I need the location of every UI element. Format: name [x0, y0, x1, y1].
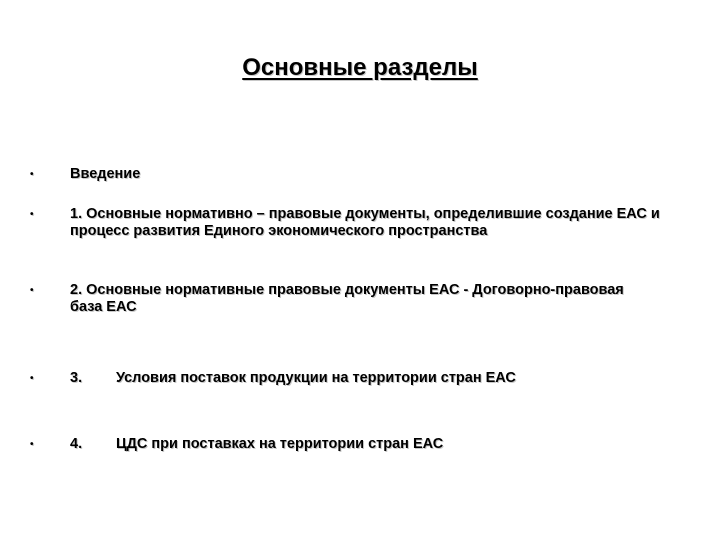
slide-title: Основные разделы: [242, 54, 478, 81]
bullet-icon: •: [30, 209, 34, 220]
list-item-text: 2. Основные нормативные правовые документы ЕАС - Договорно-правовая база ЕАС: [70, 282, 624, 315]
bullet-icon: •: [30, 439, 34, 450]
list-item-number: 4.: [70, 436, 83, 452]
list-item-text: Условия поставок продукции на территории стран ЕАС: [116, 370, 516, 386]
bullet-icon: •: [30, 169, 34, 180]
bullet-icon: •: [30, 373, 34, 384]
list-item-text: 1. Основные нормативно – правовые документы, определившие создание ЕАС и процесс развития Единого экономического пространства: [70, 206, 660, 239]
list-item-text: Введение: [70, 166, 141, 182]
bullet-icon: •: [30, 285, 34, 296]
list-item-number: 3.: [70, 370, 83, 386]
list-item-text: ЦДС при поставках на территории стран ЕАС: [116, 436, 444, 452]
